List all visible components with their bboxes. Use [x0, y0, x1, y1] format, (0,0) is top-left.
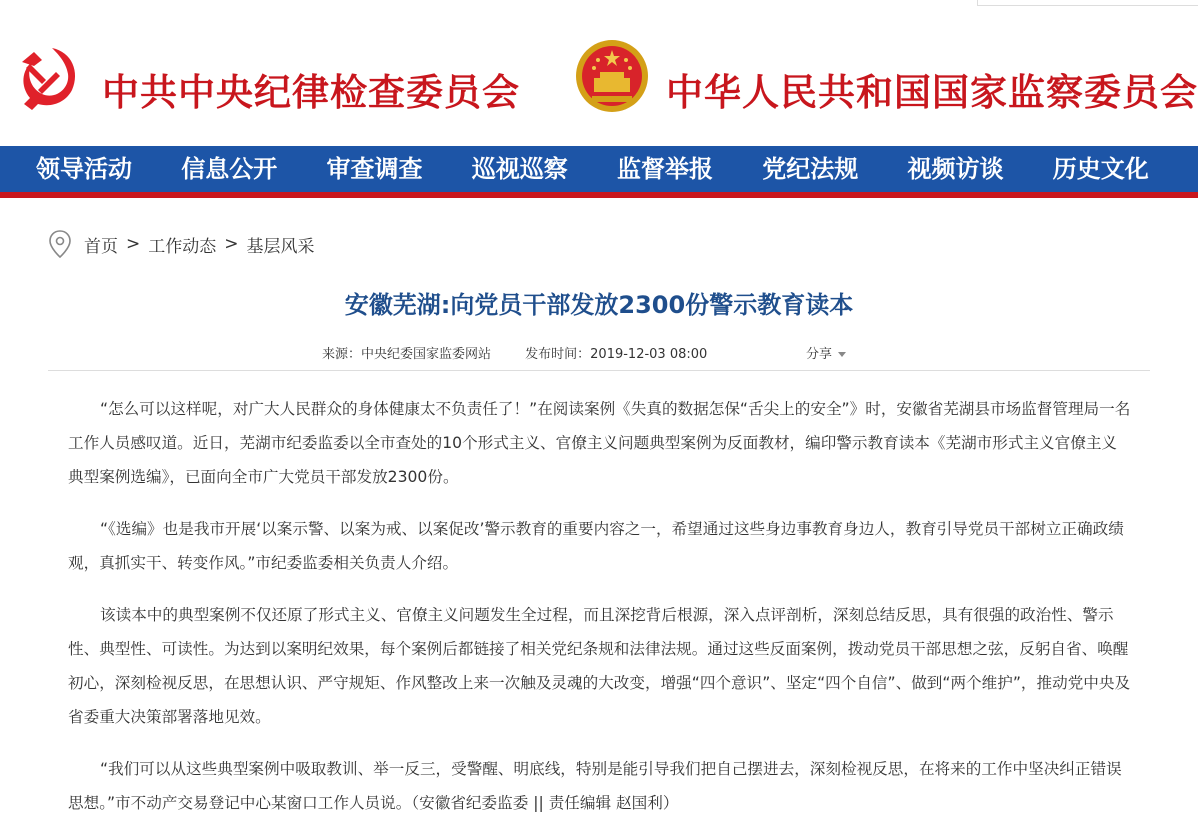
article-paragraph: 该读本中的典型案例不仅还原了形式主义、官僚主义问题发生全过程，而且深挖背后根源，深入点评剖析，深刻总结反思，具有很强的政治性、警示性、典型性、可读性。为达到以案明纪效果，每个案例后都链接了相关党纪条规和法律法规。通过这些反面案例，拨动党员干部思想之弦，反躬自省、唤醒初心，深刻检视反思，在思想认识、严守规矩、作风整改上来一次触及灵魂的大改变，增强“四个意识”、坚定“四个自信”、做到“两个维护”，推动党中央及省委重大决策部署落地见效。: [68, 606, 1131, 726]
nav-item-report[interactable]: 监督举报: [617, 154, 713, 183]
breadcrumb-separator: >: [126, 234, 141, 254]
site-header: [0, 0, 1198, 146]
article-meta: [322, 343, 707, 362]
chevron-down-icon: [838, 352, 846, 357]
nav-item-investigation[interactable]: 审查调查: [326, 154, 423, 183]
nav-item-regulations[interactable]: 党纪法规: [762, 154, 859, 183]
nsc-title[interactable]: 中华人民共和国国家监察委员会: [666, 70, 1198, 114]
article-paragraph: “怎么可以这样呢，对广大人民群众的身体健康太不负责任了！”在阅读案例《失真的数据怎保“舌尖上的安全”》时，安徽省芜湖县市场监督管理局一名工作人员感叹道。近日，芜湖市纪委监委以全市查处的10个形式主义、官僚主义问题典型案例为反面教材，编印警示教育读本《芜湖市形式主义官僚主义典型案例选编》，已面向全市广大党员干部发放2300份。: [68, 400, 1131, 486]
article-body: [68, 392, 1132, 838]
article-publish-time: 发布时间：2019-12-03 08:00: [525, 347, 708, 362]
breadcrumb-separator: >: [224, 234, 239, 254]
article-paragraph: “《选编》也是我市开展‘以案示警、以案为戒、以案促改’警示教育的重要内容之一，希望通过这些身边事教育身边人，教育引导党员干部树立正确政绩观，真抓实干、转变作风。”市纪委监委相关负责人介绍。: [68, 520, 1124, 572]
article-source: 来源：中央纪委国家监委网站: [322, 347, 492, 362]
share-button[interactable]: [806, 343, 846, 362]
breadcrumb: [48, 230, 315, 258]
nav-item-video[interactable]: 视频访谈: [907, 154, 1004, 183]
breadcrumb-work-news[interactable]: 工作动态: [148, 236, 217, 257]
main-nav: [0, 146, 1198, 198]
nav-item-disclosure[interactable]: 信息公开: [181, 154, 278, 183]
share-label: 分享: [806, 347, 833, 362]
article-title: 安徽芜湖:向党员干部发放2300份警示教育读本: [344, 291, 854, 319]
nav-item-inspection[interactable]: 巡视巡察: [471, 154, 568, 183]
nav-item-leadership[interactable]: 领导活动: [36, 154, 132, 183]
party-emblem-icon[interactable]: [12, 42, 84, 114]
meta-divider: [48, 370, 1150, 371]
ccdi-title[interactable]: 中共中央纪律检查委员会: [102, 70, 520, 114]
location-pin-icon: [48, 230, 72, 258]
article-paragraph: “我们可以从这些典型案例中吸取教训、举一反三，受警醒、明底线，特别是能引导我们把自己摆进去，深刻检视反思，在将来的工作中坚决纠正错误思想。”市不动产交易登记中心某窗口工作人员说。（安徽省纪委监委 || 责任编辑 赵国利）: [68, 760, 1122, 812]
national-emblem-icon[interactable]: [574, 38, 650, 114]
breadcrumb-home[interactable]: 首页: [84, 236, 118, 257]
breadcrumb-grassroots[interactable]: 基层风采: [246, 236, 315, 257]
nav-item-history[interactable]: 历史文化: [1052, 154, 1149, 183]
